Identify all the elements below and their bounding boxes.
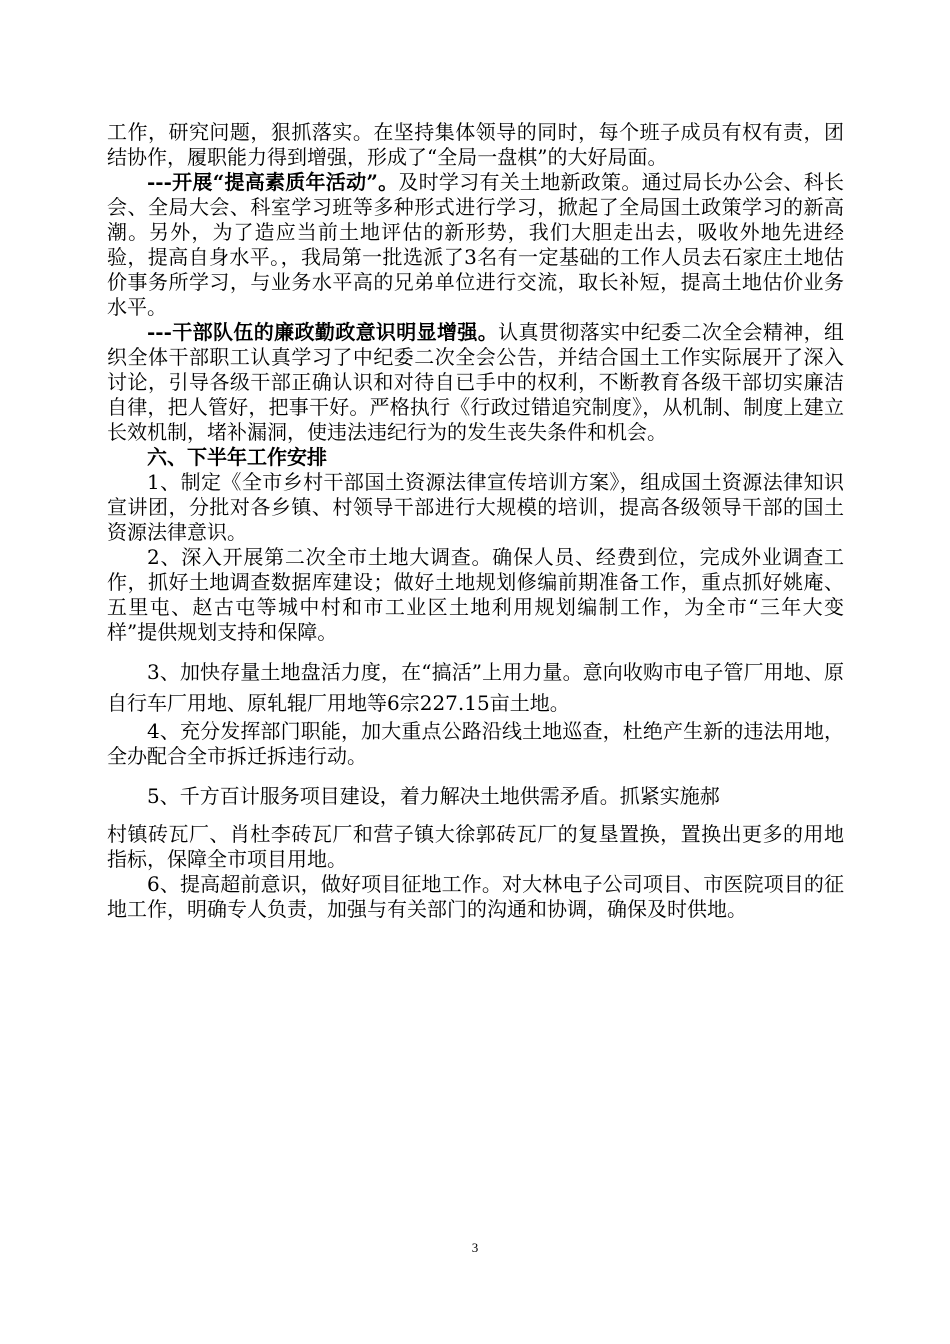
- plan-item-4: 4、充分发挥部门职能，加大重点公路沿线土地巡查，杜绝产生新的违法用地，全办配合全市拆迁拆违行动。: [107, 719, 844, 768]
- plan-item-3: 3、加快存量土地盘活力度，在“搞活”上用力量。意向收购市电子管厂用地、原自行车厂用地、原轧辊厂用地等6宗227.15亩土地。: [107, 660, 844, 715]
- paragraph-integrity-lead: ---干部队伍的廉政勤政意识明显增强。: [147, 320, 499, 344]
- plan-item-5-first-line: 5、千方百计服务项目建设，着力解决土地供需矛盾。抓紧实施郝: [147, 784, 720, 808]
- document-body: [107, 120, 844, 922]
- page-number: 3: [471, 1240, 479, 1255]
- section-heading-six: 六、下半年工作安排: [147, 445, 327, 469]
- paragraph-quality-year: [107, 170, 844, 320]
- plan-item-2: 2、深入开展第二次全市土地大调查。确保人员、经费到位，完成外业调查工作，抓好土地调查数据库建设；做好土地规划修编前期准备工作，重点抓好姚庵、五里屯、赵古屯等城中村和市工业区土地利用规划编制工作，为全市“三年大变样”提供规划支持和保障。: [107, 545, 844, 644]
- paragraph-integrity: [107, 320, 844, 445]
- paragraph-quality-year-body: 及时学习有关土地新政策。通过局长办公会、科长会、全局大会、科室学习班等多种形式进行学习，掀起了全局国土政策学习的新高潮。另外，为了造应当前土地评估的新形势，我们大胆走出去，吸收外地先进经验，提高自身水平。，我局第一批选派了3名有一定基础的工作人员去石家庄土地估价事务所学习，与业务水平高的兄弟单位进行交流，取长补短，提高土地估价业务水平。: [107, 170, 844, 319]
- plan-item-5-continued: 村镇砖瓦厂、肖杜李砖瓦厂和营子镇大徐郭砖瓦厂的复垦置换，置换出更多的用地指标，保障全市项目用地。: [107, 822, 844, 871]
- plan-item-6: 6、提高超前意识，做好项目征地工作。对大林电子公司项目、市医院项目的征地工作，明确专人负责，加强与有关部门的沟通和协调，确保及时供地。: [107, 872, 844, 921]
- paragraph-integrity-body: 认真贯彻落实中纪委二次全会精神，组织全体干部职工认真学习了中纪委二次全会公告，并结合国土工作实际展开了深入讨论，引导各级干部正确认识和对待自已手中的权利，不断教育各级干部切实廉洁自律，把人管好，把事干好。严格执行《行政过错追究制度》，从机制、制度上建立长效机制，堵补漏洞，使违法违纪行为的发生丧失条件和机会。: [107, 320, 845, 444]
- paragraph-leadership: 工作，研究问题，狠抓落实。在坚持集体领导的同时，每个班子成员有权有责，团结协作，履职能力得到增强，形成了“全局一盘棋”的大好局面。: [107, 120, 844, 169]
- paragraph-quality-year-lead: ---开展“提高素质年活动”。: [147, 170, 399, 194]
- plan-item-1: 1、制定《全市乡村干部国土资源法律宣传培训方案》，组成国土资源法律知识宣讲团，分批对各乡镇、村领导干部进行大规模的培训，提高各级领导干部的国土资源法律意识。: [107, 470, 844, 544]
